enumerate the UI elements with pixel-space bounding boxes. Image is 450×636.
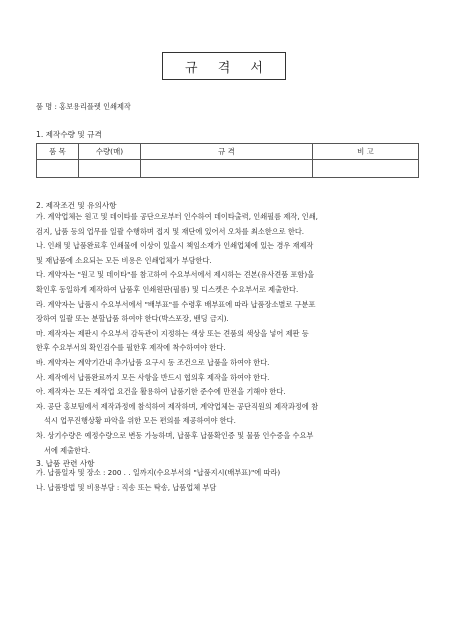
section2-body — [36, 210, 428, 458]
col-header-note: 비 고 — [313, 144, 419, 160]
col-header-spec: 규 격 — [141, 144, 313, 160]
list-item: 아. 제작자는 모든 제작업 요건을 활용하여 납품기한 준수에 만전을 기해야 한다. — [36, 387, 286, 397]
cell-spec — [141, 160, 313, 178]
spec-table — [36, 143, 419, 178]
section3-heading: 3. 납품 관련 사항 — [36, 459, 95, 468]
section2-heading: 2. 제작조건 및 유의사항 — [36, 201, 117, 210]
list-item: 다. 계약자는 "원고 및 데이타"를 참고하여 수요부서에서 제시하는 견본(유사견품 포함)을 — [36, 270, 315, 280]
section1-heading: 1. 제작수량 및 규격 — [36, 130, 102, 139]
list-item: 서에 제출한다. — [44, 445, 91, 455]
cell-item — [37, 160, 79, 178]
col-header-item: 품 목 — [37, 144, 79, 160]
list-item: 차. 상기수량은 예정수량으로 변동 가능하며, 납품후 납품확인증 및 물품 인수증을 수요부 — [36, 430, 314, 440]
list-item: 가. 납품일자 및 장소 : 200 . . 일까지(수요부서의 "납품지시(배부표)"에 따라) — [36, 468, 281, 477]
list-item: 확인후 동일하게 제작하여 납품후 인쇄원판(필름) 및 디스켓은 수요부서로 제출한다. — [36, 284, 299, 294]
list-item: 석시 업무진행상황 파악을 위한 모든 편의를 제공하여야 한다. — [44, 416, 236, 426]
list-item: 나. 납품방법 및 비용부담 : 직송 또는 탁송, 납품업체 부담 — [36, 482, 217, 492]
list-item: 라. 계약자는 납품시 수요부서에서 "배부표"를 수령후 배부표에 따라 납품장소별로 구분포 — [36, 299, 316, 309]
list-item: 검지, 납품 등의 업무를 일괄 수행하며 접지 및 재단에 있어서 오차를 최소한으로 한다. — [36, 226, 305, 236]
section3-body — [36, 466, 428, 495]
list-item: 마. 제작자는 제판시 수요부서 감독관이 지정하는 색상 또는 견품의 색상을 넣어 제판 등 — [36, 328, 309, 338]
list-item: 자. 공단 홍보팀에서 제작과정에 참석하여 제작하며, 계약업체는 공단직원의 제작과정에 참 — [36, 401, 319, 411]
list-item: 장하여 일괄 또는 분할납품 하여야 한다(박스포장, 밴딩 금지). — [36, 314, 229, 324]
list-item: 바. 계약자는 계약기간내 추가납품 요구시 동 조건으로 납품을 하여야 한다. — [36, 357, 270, 367]
list-item: 사. 제작에서 납품완료까지 모든 사항을 반드시 협의후 제작을 하여야 한다. — [36, 372, 270, 382]
col-header-quantity: 수량(매) — [79, 144, 141, 160]
document-title: 규 격 서 — [185, 60, 271, 76]
list-item: 가. 계약업체는 원고 및 데이타를 공단으로부터 인수하여 데이타출력, 인쇄필름 제작, 인쇄, — [36, 212, 318, 221]
cell-note — [313, 160, 419, 178]
cell-quantity — [79, 160, 141, 178]
table-row — [37, 160, 419, 178]
list-item: 나. 인쇄 및 납품완료후 인쇄물에 이상이 있을시 책임소재가 인쇄업체에 있는 경우 재제작 — [36, 241, 314, 251]
list-item: 한후 수요부서의 확인검수를 필한후 제작에 착수하여야 한다. — [36, 343, 226, 353]
spec-table-header — [37, 144, 419, 160]
item-name: 품 명 : 홍보용리플렛 인쇄제작 — [36, 102, 131, 111]
list-item: 및 재납품에 소요되는 모든 비용은 인쇄업체가 부담한다. — [36, 255, 212, 265]
document-title-box — [162, 52, 286, 80]
